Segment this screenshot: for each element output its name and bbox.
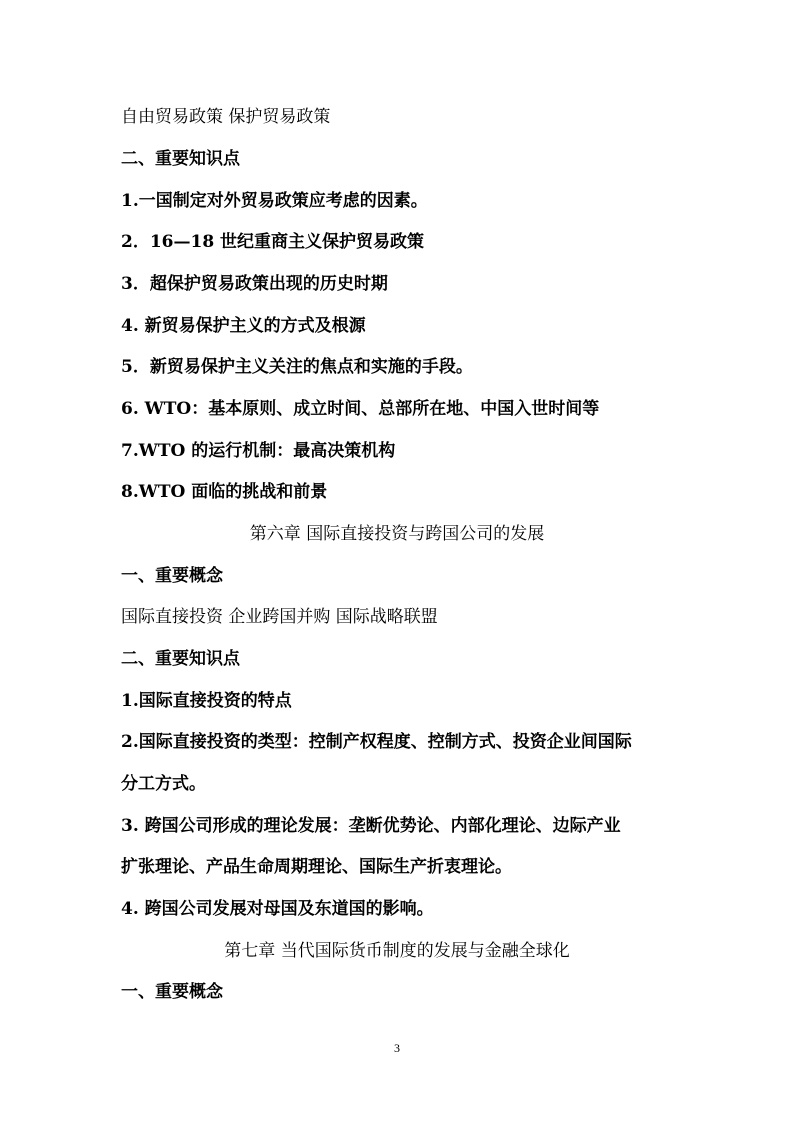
- knowledge-point: 1.国际直接投资的特点: [121, 691, 292, 711]
- concept-list-investment: 国际直接投资 企业跨国并购 国际战略联盟: [121, 607, 438, 627]
- knowledge-point: 2.国际直接投资的类型：控制产权程度、控制方式、投资企业间国际: [121, 732, 632, 752]
- knowledge-point: 3. 跨国公司形成的理论发展：垄断优势论、内部化理论、边际产业: [121, 816, 621, 836]
- section-heading: 一、重要概念: [121, 982, 223, 1002]
- section-heading: 二、重要知识点: [121, 649, 240, 669]
- knowledge-point: 3．超保护贸易政策出现的历史时期: [121, 274, 388, 294]
- knowledge-point-continuation: 分工方式。: [121, 774, 206, 794]
- knowledge-point: 5．新贸易保护主义关注的焦点和实施的手段。: [121, 357, 473, 377]
- knowledge-point: 1.一国制定对外贸易政策应考虑的因素。: [121, 191, 428, 211]
- section-heading: 二、重要知识点: [121, 149, 240, 169]
- knowledge-point: 4. 跨国公司发展对母国及东道国的影响。: [121, 899, 434, 919]
- section-heading: 一、重要概念: [121, 566, 223, 586]
- knowledge-point: 4. 新贸易保护主义的方式及根源: [121, 316, 366, 336]
- knowledge-point: 7.WTO 的运行机制：最高决策机构: [121, 441, 396, 461]
- knowledge-point: 6. WTO：基本原则、成立时间、总部所在地、中国入世时间等: [121, 399, 600, 419]
- knowledge-point-continuation: 扩张理论、产品生命周期理论、国际生产折衷理论。: [121, 857, 512, 877]
- chapter-title: 第七章 当代国际货币制度的发展与金融全球化: [224, 941, 570, 961]
- page-number: 3: [394, 1041, 400, 1055]
- concept-list-trade-policy: 自由贸易政策 保护贸易政策: [121, 107, 331, 127]
- knowledge-point: 8.WTO 面临的挑战和前景: [121, 482, 328, 502]
- chapter-title: 第六章 国际直接投资与跨国公司的发展: [249, 524, 545, 544]
- knowledge-point: 2．16—18 世纪重商主义保护贸易政策: [121, 232, 425, 252]
